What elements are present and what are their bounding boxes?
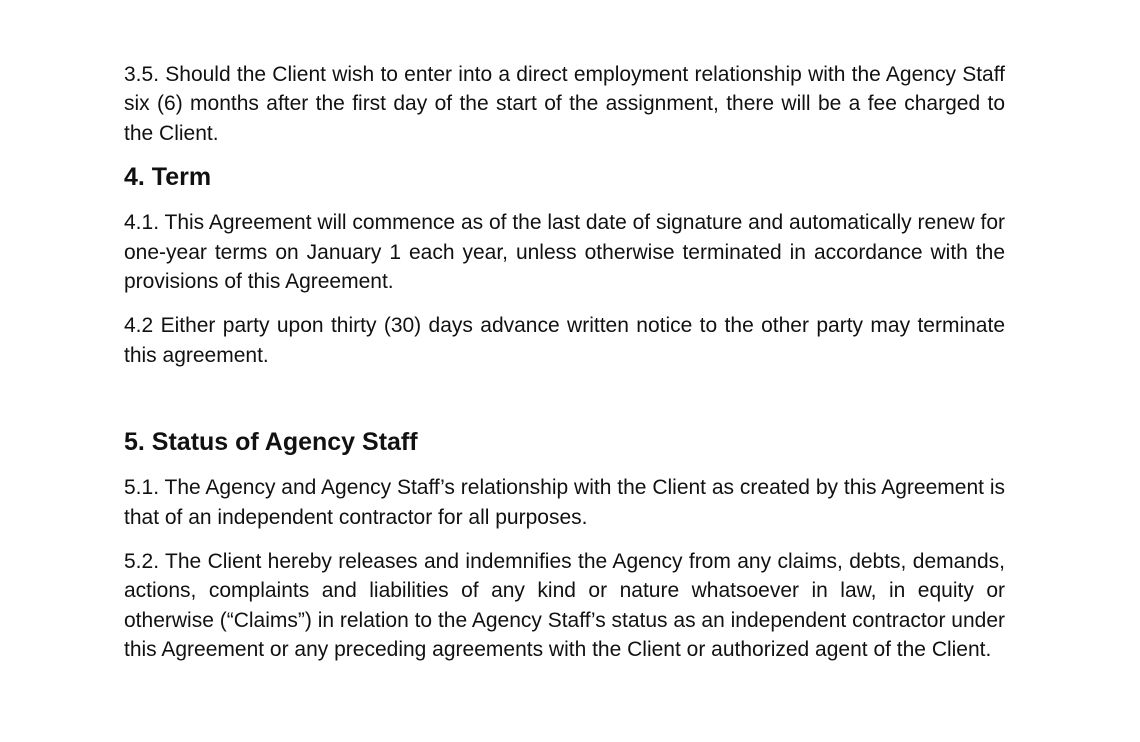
section-heading-status-of-agency-staff: 5. Status of Agency Staff [124, 428, 418, 457]
clause-5-1: 5.1. The Agency and Agency Staff’s relationship with the Client as created by this Agreement is that of an independent contractor for all purposes. [124, 476, 1005, 529]
document-page [124, 60, 1005, 665]
clause-4-1: 4.1. This Agreement will commence as of the last date of signature and automatically renew for one-year terms on January 1 each year, unless otherwise terminated in accordance with the provisions of this Agreement. [124, 211, 1005, 294]
clause-5-2: 5.2. The Client hereby releases and indemnifies the Agency from any claims, debts, demands, actions, complaints and liabilities of any kind or nature whatsoever in law, in equity or otherwise (“Claims”) in relation to the Agency Staff’s status as an independent contractor under this Agreement or any preceding agreements with the Client or authorized agent of the Client. [124, 550, 1005, 662]
clause-4-2: 4.2 Either party upon thirty (30) days advance written notice to the other party may terminate this agreement. [124, 314, 1005, 367]
section-heading-term: 4. Term [124, 163, 212, 192]
clause-3-5: 3.5. Should the Client wish to enter into a direct employment relationship with the Agency Staff six (6) months after the first day of the start of the assignment, there will be a fee charged to the Client. [124, 63, 1005, 145]
